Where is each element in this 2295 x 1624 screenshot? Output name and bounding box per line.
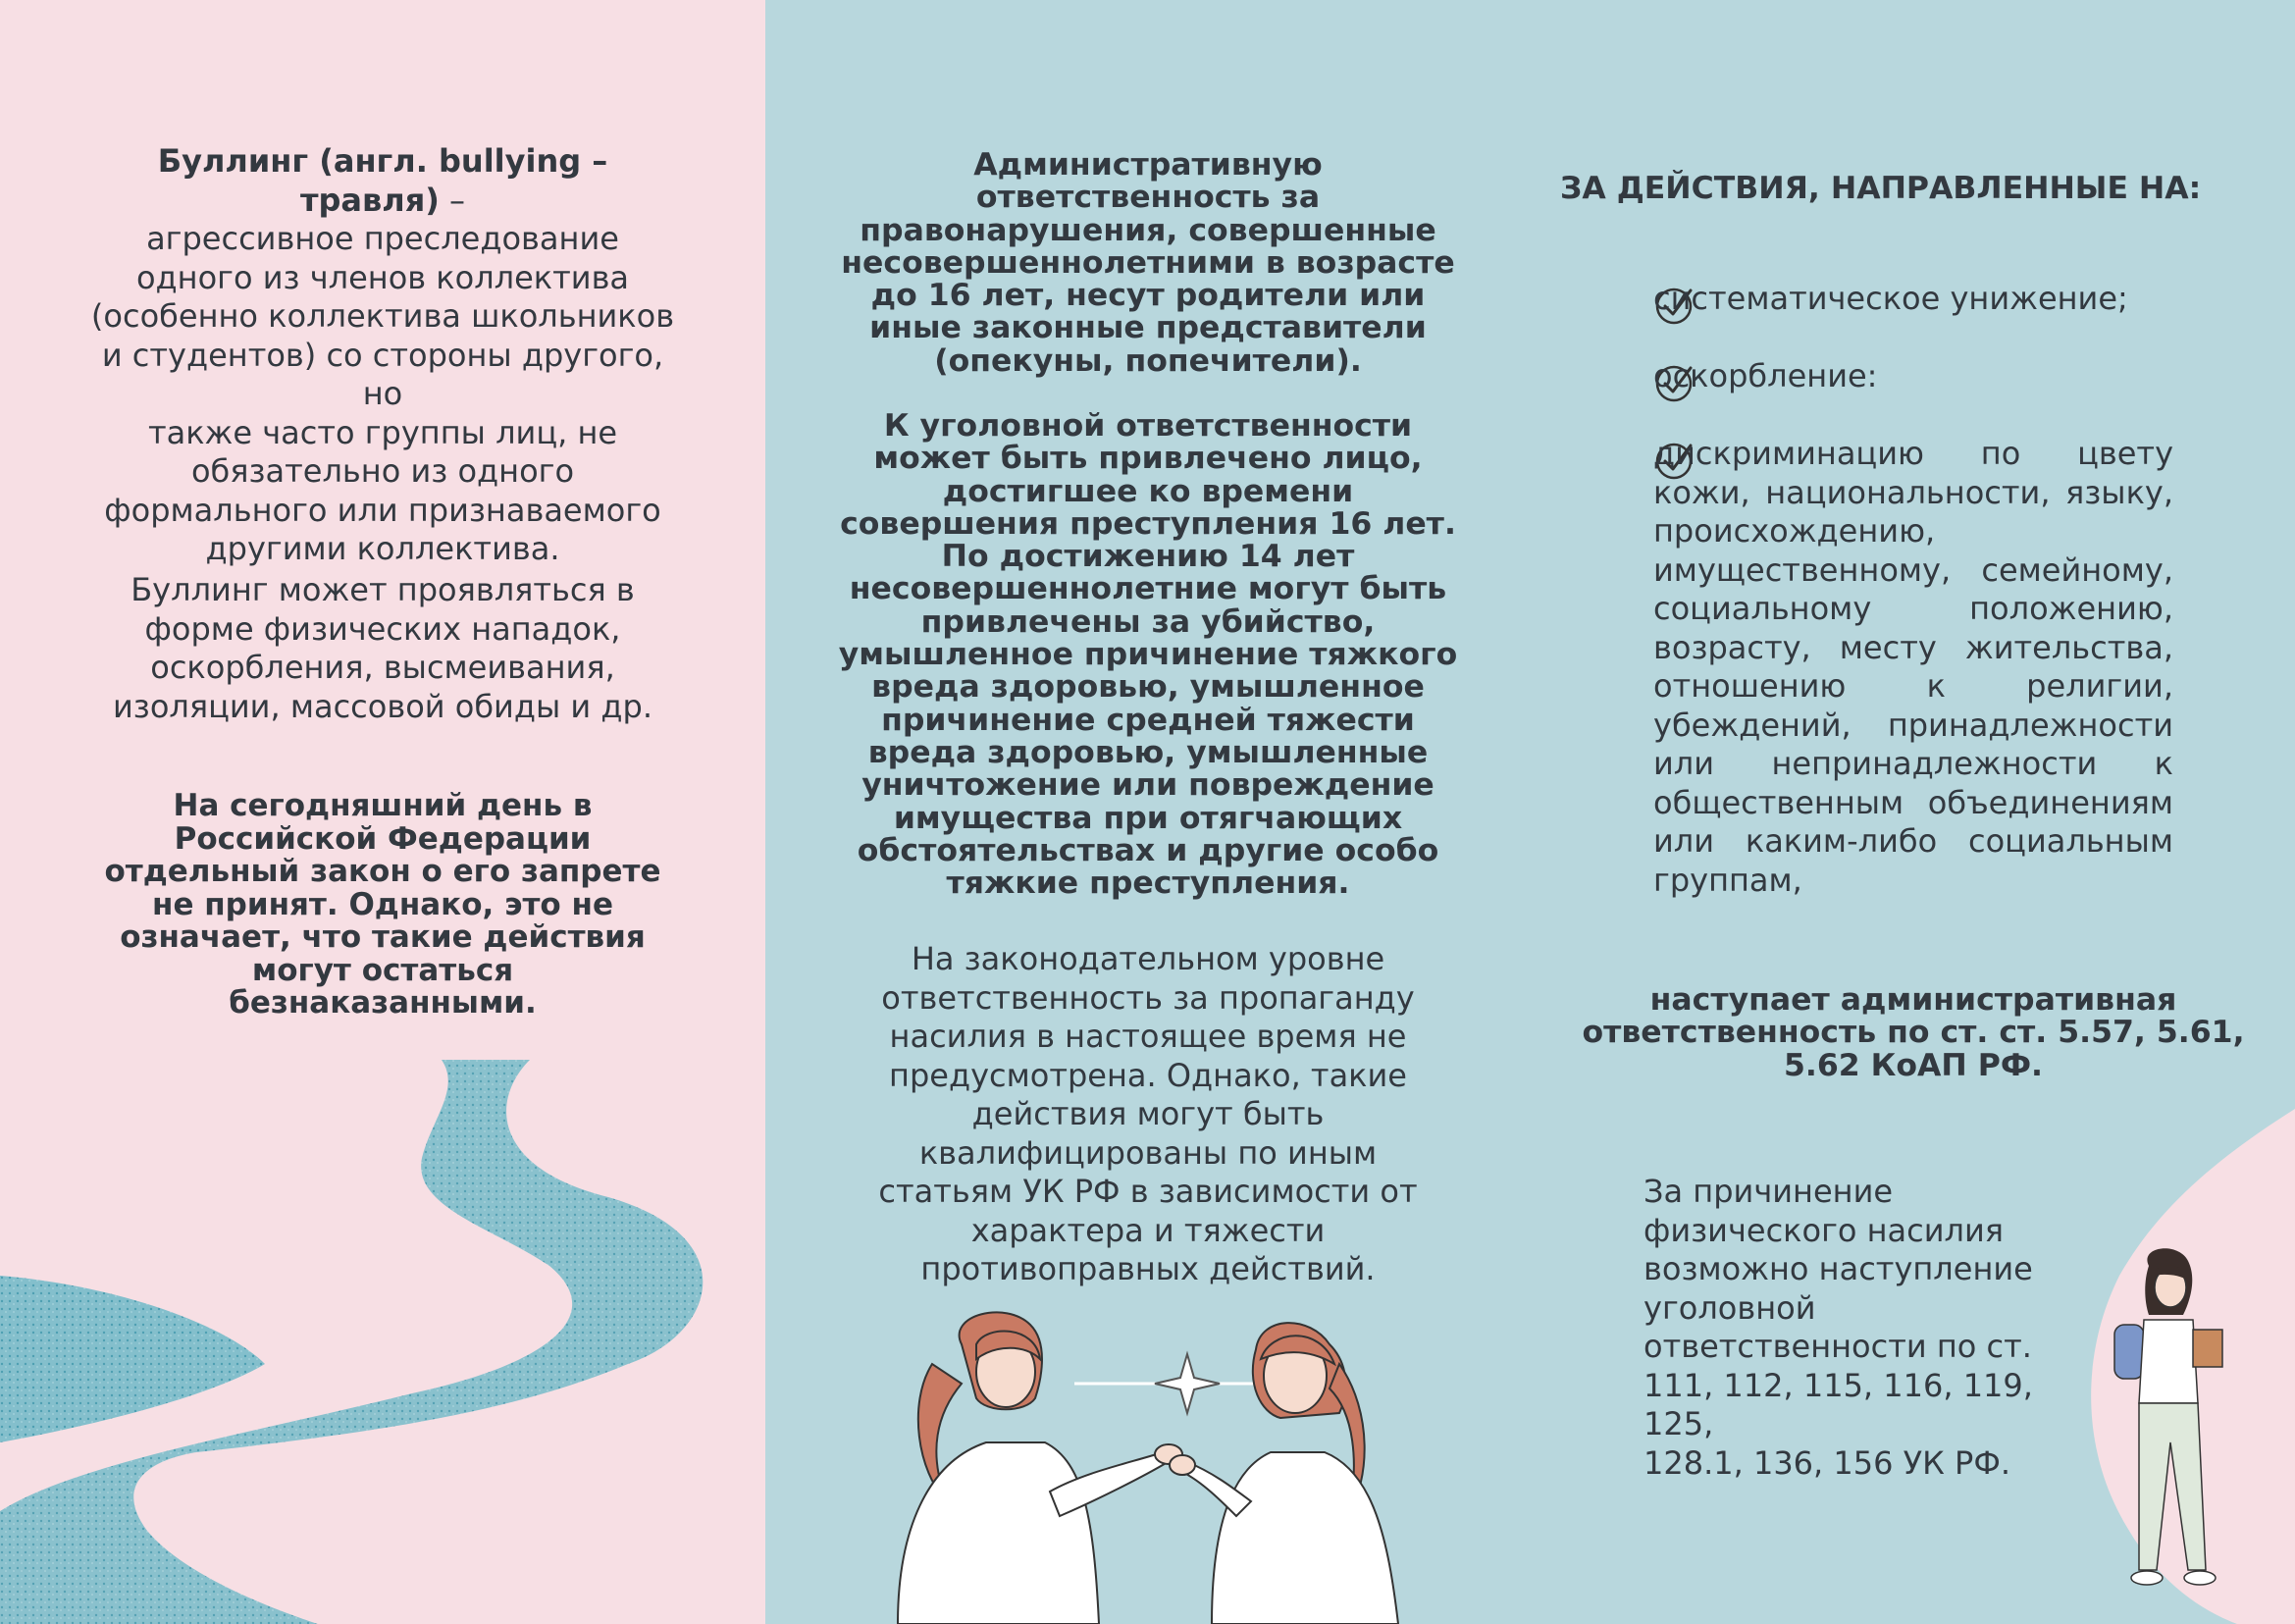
criminal-line: совершения преступления 16 лет.	[840, 505, 1456, 542]
law-line: безнаказанными.	[229, 985, 537, 1021]
admin-line: ответственность за	[975, 180, 1321, 216]
law-line: не принят. Однако, это не	[152, 886, 613, 922]
physical-line: возможно наступление	[1643, 1250, 2033, 1287]
propaganda-line: противоправных действий.	[920, 1250, 1376, 1287]
definition-term: Буллинг (англ. bullying – травля)	[157, 142, 608, 219]
physical-line: 128.1, 136, 156 УК РФ.	[1643, 1443, 2011, 1482]
criminal-line: причинение средней тяжести	[881, 702, 1415, 738]
admin-resp-line: наступает административная	[1649, 982, 2177, 1018]
criminal-line: может быть привлечено лицо,	[873, 441, 1423, 477]
propaganda-line: предусмотрена. Однако, такие	[889, 1056, 1407, 1094]
law-line: На сегодняшний день в	[173, 788, 593, 823]
propaganda-line: квалифицированы по иным	[918, 1133, 1378, 1172]
criminal-line: обстоятельствах и другие особо	[857, 832, 1439, 868]
definition-line: обязательно из одного	[190, 452, 575, 490]
definition-line: также часто группы лиц, не	[147, 413, 618, 451]
administrative-penalty	[1580, 984, 2247, 1082]
right-panel	[1531, 0, 2295, 1624]
admin-line: (опекуны, попечители).	[934, 342, 1362, 379]
criminal-line: уничтожение или повреждение	[861, 767, 1434, 804]
criminal-line: вреда здоровью, умышленные	[867, 734, 1429, 770]
propaganda-line: насилия в настоящее время не	[889, 1018, 1407, 1055]
propaganda-line: ответственность за пропаганду	[881, 978, 1415, 1017]
criminal-line: достигшее ко времени	[942, 473, 1354, 509]
propaganda-line: действия могут быть	[971, 1095, 1325, 1132]
student-illustration	[2090, 1246, 2247, 1590]
criminal-line: По достижению 14 лет	[941, 539, 1355, 575]
physical-violence-penalty	[1643, 1173, 2056, 1483]
admin-line: несовершеннолетними в возрасте	[841, 244, 1455, 281]
admin-line: иные законные представители	[869, 310, 1427, 346]
definition-line: и студентов) со стороны другого, но	[101, 336, 664, 412]
forms-line: Буллинг может проявляться в	[130, 571, 635, 608]
definition-line: формального или признаваемого	[104, 491, 661, 529]
river-illustration	[0, 1040, 765, 1624]
admin-line: до 16 лет, несут родители или	[870, 278, 1426, 314]
propaganda-line: На законодательном уровне	[911, 940, 1385, 977]
arguing-girls-illustration	[839, 1305, 1467, 1624]
propaganda-line: статьям УК РФ в зависимости от	[878, 1173, 1418, 1210]
law-line: отдельный закон о его запрете	[104, 854, 661, 889]
definition-dash: –	[439, 181, 466, 219]
administrative-responsibility	[805, 149, 1491, 378]
forms-line: форме физических нападок,	[144, 609, 621, 648]
physical-line: ответственности по ст.	[1643, 1328, 2032, 1365]
criminal-line: тяжкие преступления.	[946, 865, 1350, 902]
action-item: дискриминацию по цвету кожи, национальности, языку, происхождению, имущественному, семейному, социальному положению, возрасту, месту жительства, отношению к религии, убеждений, принадлежности или непринадлежности к общественным объединениям или каким-либо социальным группам,	[1653, 435, 2173, 899]
law-line: могут остаться	[251, 952, 514, 988]
bullying-definition	[83, 142, 682, 569]
propaganda-line: характера и тяжести	[970, 1211, 1326, 1249]
criminal-line: К уголовной ответственности	[883, 408, 1413, 444]
admin-line: Административную	[973, 147, 1323, 183]
actions-title: ЗА ДЕЙСТВИЯ, НАПРАВЛЕННЫЕ НА:	[1560, 171, 2202, 206]
propaganda-responsibility	[859, 940, 1437, 1289]
law-status	[88, 790, 677, 1021]
criminal-line: вреда здоровью, умышленное	[871, 669, 1425, 706]
bullying-forms	[83, 571, 682, 726]
action-item: оскорбление:	[1653, 357, 1878, 394]
physical-line: 111, 112, 115, 116, 119, 125,	[1643, 1366, 2033, 1442]
criminal-responsibility	[805, 410, 1491, 900]
physical-line: За причинение	[1643, 1173, 1894, 1210]
criminal-line: привлечены за убийство,	[920, 603, 1376, 640]
forms-line: оскорбления, высмеивания,	[150, 649, 615, 686]
left-panel	[0, 0, 765, 1624]
law-line: означает, что такие действия	[120, 919, 646, 955]
forms-line: изоляции, массовой обиды и др.	[113, 687, 652, 725]
physical-line: уголовной	[1643, 1288, 1816, 1327]
definition-line: агрессивное преследование	[146, 220, 619, 257]
law-line: Российской Федерации	[174, 820, 592, 857]
definition-line: одного из членов коллектива	[135, 258, 630, 296]
criminal-line: умышленное причинение тяжкого	[838, 637, 1458, 673]
definition-line: (особенно коллектива школьников	[90, 297, 675, 335]
action-item: систематическое унижение;	[1653, 280, 2128, 317]
physical-line: физического насилия	[1643, 1211, 2005, 1249]
criminal-line: имущества при отягчающих	[893, 800, 1403, 836]
criminal-line: несовершеннолетние могут быть	[849, 571, 1447, 607]
admin-resp-line: ответственность по ст. ст. 5.57, 5.61,	[1582, 1015, 2245, 1051]
admin-resp-line: 5.62 КоАП РФ.	[1783, 1047, 2044, 1083]
admin-line: правонарушения, совершенные	[860, 212, 1436, 248]
middle-panel	[765, 0, 1531, 1624]
definition-line: другими коллектива.	[205, 530, 560, 567]
